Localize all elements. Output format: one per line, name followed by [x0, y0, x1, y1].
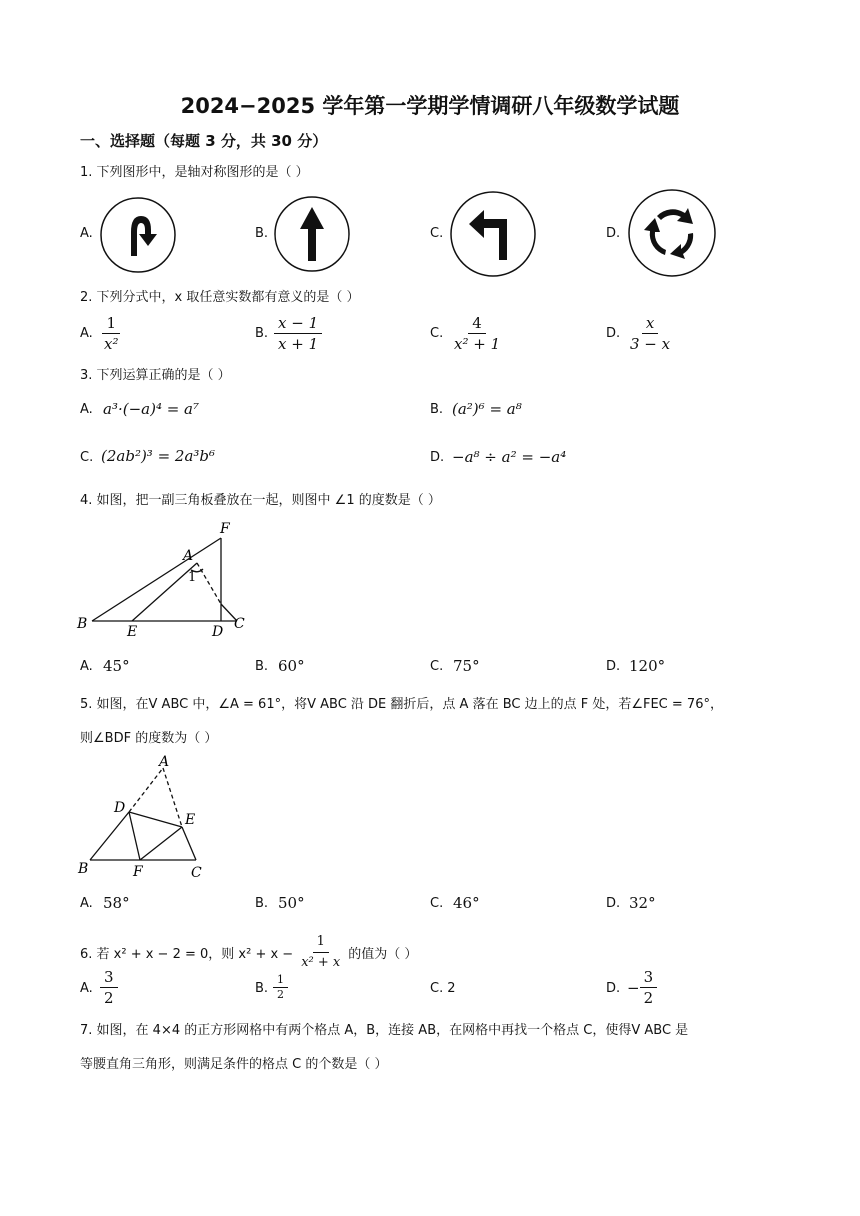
option-b-expression: (a²)⁶ = a⁸	[452, 400, 522, 418]
question-6-post: 的值为（ ）	[348, 947, 418, 962]
option-label-c: C.	[430, 326, 444, 341]
question-5-line-1: 5. 如图，在V ABC 中，∠A = 61°，将V ABC 沿 DE 翻折后，点 A 落在 BC 边上的点 F 处，若∠FEC = 76°，	[80, 697, 723, 712]
option-c-value: 2	[447, 981, 456, 996]
minus-sign: −	[627, 978, 640, 997]
question-2-text: 2. 下列分式中，x 取任意实数都有意义的是（ ）	[80, 290, 360, 305]
option-label-c: C.	[430, 226, 444, 241]
triangle-figure-q4	[74, 518, 254, 646]
question-6-fraction: $\frac{1}{\text{x² + x}}$	[301, 934, 341, 970]
question-1-text: 1. 下列图形中，是轴对称图形的是（ ）	[80, 165, 309, 180]
option-label-b: B.	[430, 402, 444, 417]
option-c-fraction: $\frac{4}{\text{x² + 1}}$	[454, 314, 501, 353]
option-b-fraction: $\frac{x - 1}{x + 1}$	[274, 314, 322, 353]
option-d-value: 32°	[629, 894, 656, 912]
option-label-b: B.	[255, 896, 269, 911]
triangle-figure-q5	[74, 752, 214, 888]
left-turn-sign-icon	[449, 190, 537, 282]
option-label-b: B.	[255, 659, 269, 674]
uturn-sign-icon	[99, 196, 177, 278]
option-label-a: A.	[80, 981, 93, 996]
label-b: B	[77, 616, 88, 632]
question-4-text: 4. 如图，把一副三角板叠放在一起，则图中 ∠1 的度数是（ ）	[80, 493, 441, 508]
option-b-fraction: $\frac{1}{2}$	[273, 974, 288, 1001]
question-7-line-1: 7. 如图，在 4×4 的正方形网格中有两个格点 A，B，连接 AB，在网格中再找一个格点 C，使得V ABC 是	[80, 1023, 689, 1038]
option-label-d: D.	[606, 896, 621, 911]
option-d-fraction: $\frac{x}{3 - x}$	[630, 314, 671, 353]
option-d-fraction: − $\frac{3}{2}$	[627, 968, 657, 1007]
option-label-a: A.	[80, 226, 93, 241]
option-a-expression: a³·(−a)⁴ = a⁷	[103, 400, 200, 418]
option-b-value: 50°	[278, 894, 305, 912]
question-7-line-2: 等腰直角三角形，则满足条件的格点 C 的个数是（ ）	[80, 1057, 388, 1072]
label-e: E	[185, 812, 196, 828]
option-label-a: A.	[80, 896, 93, 911]
option-label-d: D.	[606, 326, 621, 341]
option-a-fraction: $\frac{3}{2}$	[100, 968, 118, 1007]
option-label-c: C.	[430, 981, 444, 996]
label-a: A	[183, 548, 194, 564]
angle-1-label: 1	[188, 570, 197, 585]
option-label-d: D.	[430, 450, 445, 465]
label-c: C	[234, 616, 245, 632]
question-6-text	[80, 933, 417, 972]
label-b: B	[78, 861, 89, 877]
option-label-d: D.	[606, 981, 621, 996]
section-heading: 一、选择题（每题 3 分，共 30 分）	[80, 132, 328, 150]
option-label-a: A.	[80, 326, 93, 341]
roundabout-sign-icon	[627, 188, 717, 282]
option-d-expression: −a⁸ ÷ a² = −a⁴	[452, 448, 567, 466]
option-d-value: 120°	[629, 657, 666, 675]
label-c: C	[191, 865, 202, 881]
option-b-value: 60°	[278, 657, 305, 675]
option-label-b: B.	[255, 326, 269, 341]
option-a-value: 45°	[103, 657, 130, 675]
label-e: E	[127, 624, 138, 640]
label-d: D	[114, 800, 126, 816]
up-arrow-sign-icon	[273, 195, 351, 277]
label-a: A	[159, 754, 170, 770]
page-title: 2024−2025 学年第一学期学情调研八年级数学试题	[180, 94, 680, 118]
option-label-d: D.	[606, 226, 621, 241]
question-3-text: 3. 下列运算正确的是（ ）	[80, 368, 231, 383]
label-f: F	[220, 521, 230, 537]
label-f: F	[133, 864, 143, 880]
option-label-c: C.	[430, 659, 444, 674]
option-c	[430, 981, 456, 996]
option-c-value: 75°	[453, 657, 480, 675]
option-label-a: A.	[80, 659, 93, 674]
option-a-value: 58°	[103, 894, 130, 912]
option-a-fraction: $\frac{1}{\text{x²}}$	[104, 314, 119, 353]
option-label-b: B.	[255, 226, 269, 241]
option-label-c: C.	[430, 896, 444, 911]
label-d: D	[212, 624, 224, 640]
option-label-a: A.	[80, 402, 93, 417]
option-c-expression: (2ab²)³ = 2a³b⁶	[101, 447, 216, 465]
option-label-d: D.	[606, 659, 621, 674]
option-c-value: 46°	[453, 894, 480, 912]
question-6-pre: 6. 若 x² + x − 2 = 0，则 x² + x −	[80, 947, 294, 962]
option-label-c: C.	[80, 450, 94, 465]
question-5-line-2: 则∠BDF 的度数为（ ）	[80, 731, 218, 746]
option-label-b: B.	[255, 981, 269, 996]
